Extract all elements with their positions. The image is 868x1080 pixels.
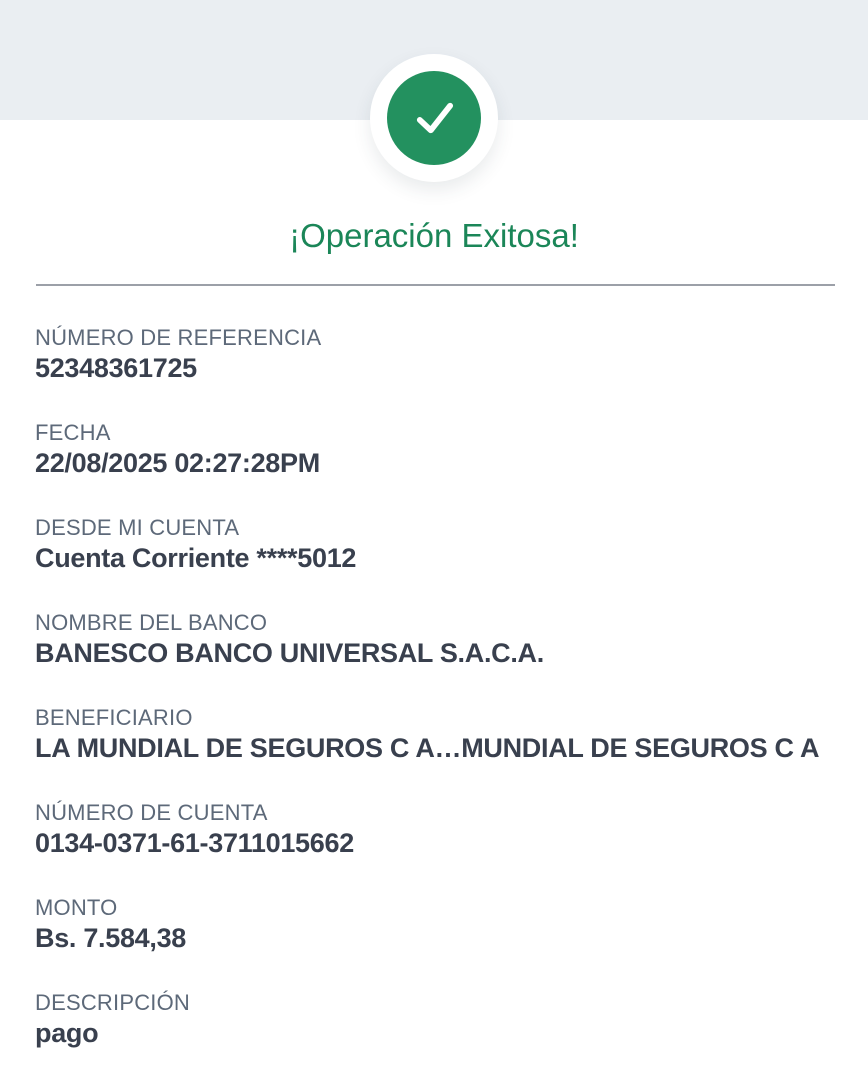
- header-band: [0, 0, 868, 120]
- fields-list: [0, 286, 868, 1050]
- field-label: MONTO: [35, 895, 118, 920]
- field-label: NÚMERO DE CUENTA: [35, 800, 268, 825]
- field-value: pago: [35, 1018, 99, 1048]
- field-value: Bs. 7.584,38: [35, 923, 187, 953]
- field-value: 0134-0371-61-3711015662: [35, 828, 354, 858]
- field-monto: [35, 895, 835, 955]
- field-label: NÚMERO DE REFERENCIA: [35, 325, 322, 350]
- field-fecha: [35, 420, 835, 480]
- success-badge: [370, 54, 498, 182]
- field-value: 22/08/2025 02:27:28PM: [35, 448, 320, 478]
- field-nombre-del-banco: [35, 610, 835, 670]
- field-beneficiario: [35, 705, 835, 765]
- field-label: NOMBRE DEL BANCO: [35, 610, 268, 635]
- field-numero-de-cuenta: [35, 800, 835, 860]
- field-label: FECHA: [35, 420, 111, 445]
- field-value: LA MUNDIAL DE SEGUROS C A…MUNDIAL DE SEGUROS C A: [35, 733, 820, 763]
- field-value: 52348361725: [35, 353, 197, 383]
- field-value: BANESCO BANCO UNIVERSAL S.A.C.A.: [35, 638, 544, 668]
- field-desde-mi-cuenta: [35, 515, 835, 575]
- field-label: DESDE MI CUENTA: [35, 515, 240, 540]
- check-icon: [387, 71, 481, 165]
- field-label: BENEFICIARIO: [35, 705, 193, 730]
- success-title: ¡Operación Exitosa!: [289, 217, 579, 254]
- field-numero-de-referencia: [35, 325, 835, 385]
- field-value: Cuenta Corriente ****5012: [35, 543, 357, 573]
- field-label: DESCRIPCIÓN: [35, 990, 190, 1015]
- field-descripcion: [35, 990, 835, 1050]
